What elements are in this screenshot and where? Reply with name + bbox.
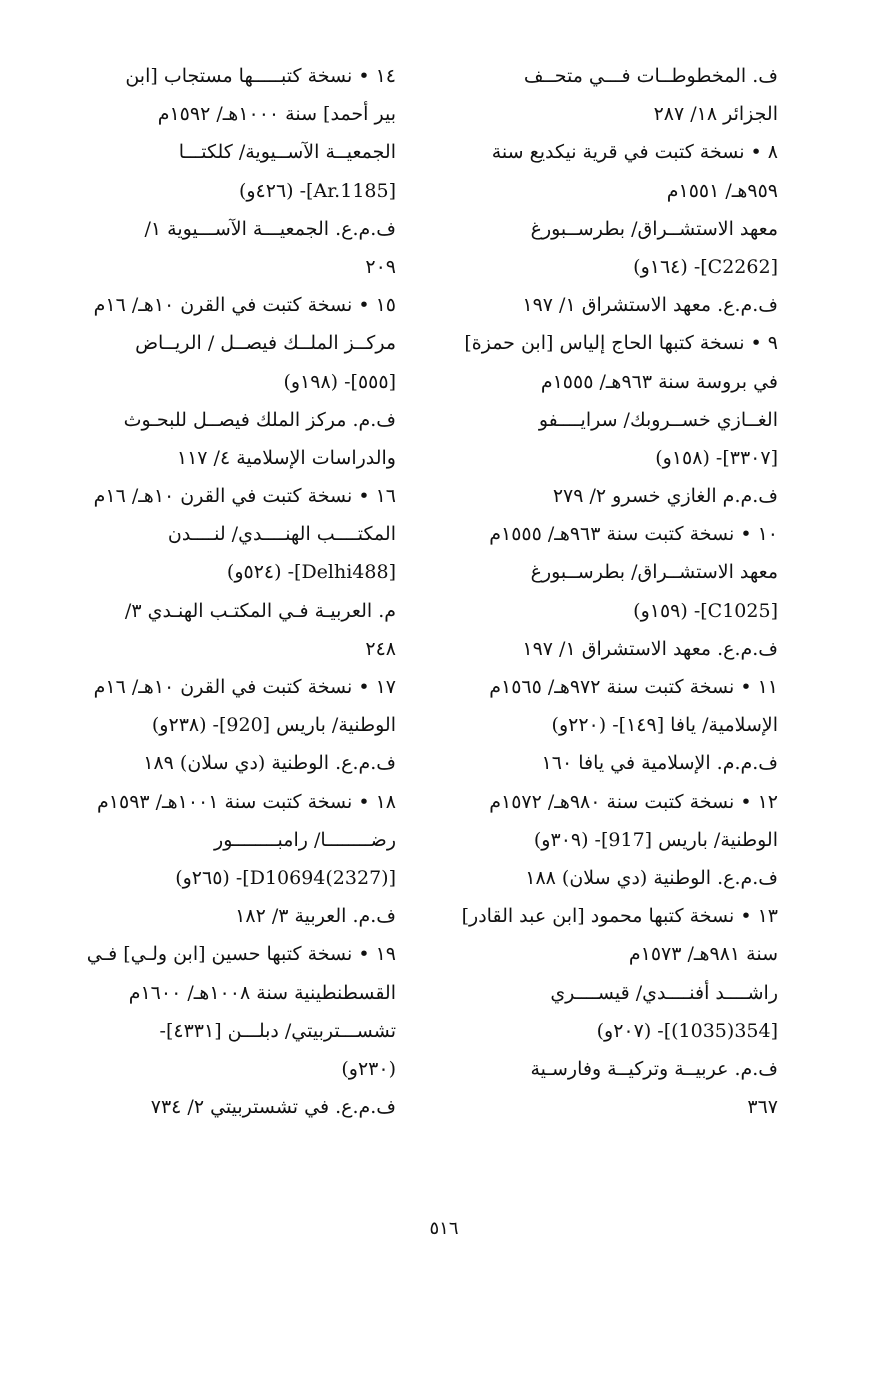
text-line: المكتــــب الهنــــدي/ لنــــدن — [167, 523, 396, 546]
text-line: ف.م.ع. الوطنية (دي سلان) ١٨٨ — [525, 866, 778, 889]
text-line: ٩ • نسخة كتبها الحاج إلياس [ابن حمزة] — [464, 332, 778, 355]
text-line: معهد الاستشــراق/ بطرســبورغ — [530, 217, 778, 240]
text-line: في بروسة سنة ٩٦٣هـ/ ١٥٥٥م — [540, 370, 778, 393]
text-line: الوطنية/ باريس [917]- (٣٠٩و) — [533, 828, 778, 851]
text-line: ١٢ • نسخة كتبت سنة ٩٨٠هـ/ ١٥٧٢م — [489, 790, 778, 813]
text-line: سنة ٩٨١هـ/ ١٥٧٣م — [628, 943, 778, 966]
text-line: بير أحمد] سنة ١٠٠٠هـ/ ١٥٩٢م — [157, 103, 396, 126]
text-line: ف. المخطوطــات فـــي متحــف — [523, 65, 778, 87]
text-line: ف.م.ع. في تشستربيتي ٢/ ٧٣٤ — [150, 1096, 396, 1119]
text-line: ف.م.ع. الجمعيـــة الآســـيوية ١/ — [144, 217, 396, 240]
text-line: مركــز الملــك فيصــل / الريــاض — [135, 332, 396, 355]
text-line: القسطنطينية سنة ١٠٠٨هـ/ ١٦٠٠م — [128, 981, 396, 1004]
text-line: راشــــد أفنــــدي/ قيســــري — [550, 981, 778, 1004]
text-line: ١٨ • نسخة كتبت سنة ١٠٠١هـ/ ١٥٩٣م — [97, 790, 396, 813]
text-line: ف.م. مركز الملك فيصــل للبحـوث — [123, 408, 396, 431]
text-line: ف.م. عربيــة وتركيــة وفارسـية — [530, 1057, 778, 1080]
text-line: والدراسات الإسلامية ٤/ ١١٧ — [176, 446, 396, 469]
text-line: ف.م. العربية ٣/ ١٨٢ — [235, 905, 396, 928]
text-line: [Ar.1185]- (٤٢٦و) — [238, 179, 396, 202]
text-line: [٣٣٠٧]- (١٥٨و) — [655, 446, 778, 469]
page-number: ٥١٦ — [429, 1218, 459, 1239]
text-line: ٨ • نسخة كتبت في قرية نيكديع سنة — [491, 141, 778, 164]
text-line: ١٩ • نسخة كتبها حسين [ابن ولـي] فـي — [86, 943, 396, 966]
text-line: ٢٤٨ — [365, 637, 396, 660]
text-line: م. العربيـة فـي المكتـب الهنـدي ٣/ — [124, 599, 396, 622]
text-line: ف.م.ع. معهد الاستشراق ١/ ١٩٧ — [522, 637, 778, 660]
text-line: [354(1035)]- (٢٠٧و) — [596, 1019, 778, 1042]
text-line: (٢٣٠و) — [341, 1057, 396, 1080]
text-line: ١٥ • نسخة كتبت في القرن ١٠هـ/ ١٦م — [93, 294, 396, 317]
text-line: ف.م.ع. الوطنية (دي سلان) ١٨٩ — [143, 752, 396, 775]
text-line: ٣٦٧ — [747, 1096, 778, 1119]
text-line: الجمعيــة الآســيوية/ كلكتـــا — [178, 141, 396, 164]
right-column — [440, 57, 778, 1126]
text-line: ٩٥٩هـ/ ١٥٥١م — [666, 179, 778, 202]
text-line: ١٠ • نسخة كتبت سنة ٩٦٣هـ/ ١٥٥٥م — [489, 523, 778, 546]
text-line: ١١ • نسخة كتبت سنة ٩٧٢هـ/ ١٥٦٥م — [489, 676, 778, 698]
text-line: ١٧ • نسخة كتبت في القرن ١٠هـ/ ١٦م — [93, 676, 396, 698]
text-line: الوطنية/ باريس [920]- (٢٣٨و) — [151, 714, 396, 737]
text-line: [D10694(2327)]- (٢٦٥و) — [175, 866, 396, 889]
text-line: الإسلامية/ يافا [١٤٩]- (٢٢٠و) — [551, 714, 778, 737]
text-line: ٢٠٩ — [365, 255, 396, 278]
text-line: ف.م.ع. معهد الاستشراق ١/ ١٩٧ — [522, 294, 778, 317]
text-line: [٥٥٥]- (١٩٨و) — [283, 370, 396, 393]
text-line: معهد الاستشــراق/ بطرســبورغ — [530, 561, 778, 584]
text-line: [C1025]- (١٥٩و) — [633, 599, 778, 622]
text-line: ف.م.م الغازي خسرو ٢/ ٢٧٩ — [552, 485, 778, 508]
text-line: الجزائر ١٨/ ٢٨٧ — [653, 103, 778, 126]
text-line: الغــازي خســروبك/ سرايــــفو — [538, 408, 778, 431]
text-line: ١٣ • نسخة كتبها محمود [ابن عبد القادر] — [461, 905, 778, 928]
text-line: ف.م.م. الإسلامية في يافا ١٦٠ — [541, 752, 778, 775]
text-line: رضــــــــا/ رامبــــــــور — [214, 828, 396, 851]
text-line: [C2262]- (١٦٤و) — [633, 255, 778, 278]
text-line: تشســـتربيتي/ دبلـــن [٤٣٣١]- — [159, 1019, 396, 1042]
left-column — [53, 57, 396, 1126]
text-line: [Delhi488]- (٥٢٤و) — [226, 561, 396, 584]
text-line: ١٤ • نسخة كتبـــــها مستجاب [ابن — [125, 65, 396, 87]
text-line: ١٦ • نسخة كتبت في القرن ١٠هـ/ ١٦م — [93, 485, 396, 508]
